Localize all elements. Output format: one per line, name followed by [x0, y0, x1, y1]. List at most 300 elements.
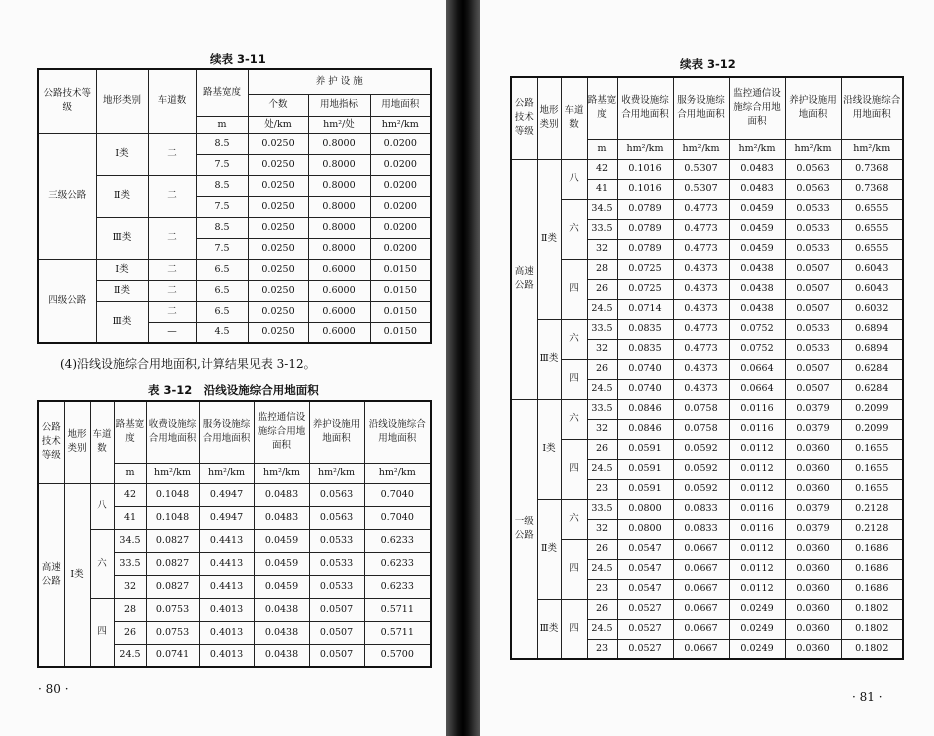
table-cell: 0.0116: [729, 399, 785, 419]
table-cell: 32: [587, 339, 617, 359]
header-width: 路基宽度: [196, 69, 248, 116]
table-cell: 0.8000: [308, 196, 370, 217]
table-cell: 0.0667: [673, 579, 729, 599]
unit-cell: hm²/km: [364, 463, 431, 483]
table-cell: 0.2128: [841, 499, 903, 519]
lanes-cell: 四: [561, 359, 587, 399]
table-cell: 6.5: [196, 280, 248, 301]
table-cell: 0.0507: [309, 598, 364, 621]
table-cell: 0.0753: [146, 621, 199, 644]
table-cell: 0.5307: [673, 179, 729, 199]
table-cell: 33.5: [587, 219, 617, 239]
table-cell: 0.0507: [785, 259, 841, 279]
table-cell: 0.4013: [199, 598, 254, 621]
table-cell: 0.0250: [248, 259, 308, 280]
header-monitor: 监控通信设施综合用地面积: [729, 77, 785, 139]
header-monitor: 监控通信设施综合用地面积: [254, 401, 309, 463]
table-cell: 32: [114, 575, 146, 598]
table-cell: 23: [587, 639, 617, 659]
table-cell: 0.0827: [146, 575, 199, 598]
table-3-11-caption: 续表 3-11: [210, 52, 266, 66]
lanes-cell: 二: [148, 280, 196, 301]
table-cell: 0.0459: [254, 529, 309, 552]
table-3-12: [37, 400, 432, 668]
table-cell: 7.5: [196, 196, 248, 217]
table-cell: 0.4413: [199, 575, 254, 598]
header-lanes: 车道数: [90, 401, 114, 483]
lanes-cell: 四: [561, 599, 587, 659]
table-cell: 0.0250: [248, 217, 308, 238]
table-cell: 24.5: [587, 379, 617, 399]
table-cell: 0.0150: [370, 322, 431, 343]
table-cell: 0.0360: [785, 639, 841, 659]
table-cell: 32: [587, 239, 617, 259]
table-cell: 23: [587, 579, 617, 599]
table-cell: 33.5: [587, 499, 617, 519]
grade-cell: 高速公路: [38, 483, 64, 667]
table-cell: 0.0527: [617, 599, 673, 619]
header-width: 路基宽度: [114, 401, 146, 463]
table-cell: 8.5: [196, 133, 248, 154]
table-cell: 0.0379: [785, 419, 841, 439]
table-cell: 0.0527: [617, 639, 673, 659]
unit-cell: hm²/km: [146, 463, 199, 483]
table-cell: 0.0789: [617, 219, 673, 239]
table-cell: 0.4413: [199, 529, 254, 552]
table-cell: 0.6000: [308, 322, 370, 343]
header-total: 沿线设施综合用地面积: [841, 77, 903, 139]
table-cell: 0.0200: [370, 238, 431, 259]
terrain-cell: Ⅰ类: [96, 259, 148, 280]
table-cell: 0.0827: [146, 552, 199, 575]
header-total: 沿线设施综合用地面积: [364, 401, 431, 463]
table-cell: 0.0725: [617, 279, 673, 299]
table-cell: 0.0507: [785, 359, 841, 379]
table-3-12-caption: 表 3-12 沿线设施综合用地面积: [148, 383, 319, 397]
table-cell: 0.0200: [370, 133, 431, 154]
table-cell: 0.0249: [729, 619, 785, 639]
table-cell: 0.4947: [199, 483, 254, 506]
lanes-cell: 六: [561, 499, 587, 539]
table-cell: 0.4373: [673, 279, 729, 299]
page-number: · 80 ·: [38, 682, 69, 696]
table-cell: 0.0533: [785, 319, 841, 339]
table-cell: 0.0667: [673, 619, 729, 639]
table-cell: 7.5: [196, 154, 248, 175]
table-cell: 0.0591: [617, 479, 673, 499]
lanes-cell: 四: [90, 598, 114, 667]
table-cell: 0.0360: [785, 619, 841, 639]
table-cell: 0.5711: [364, 598, 431, 621]
table-cell: 0.0664: [729, 379, 785, 399]
table-cell: 0.0438: [729, 279, 785, 299]
table-cell: 0.0592: [673, 479, 729, 499]
right-page: [480, 0, 934, 736]
table-cell: 0.0827: [146, 529, 199, 552]
terrain-cell: Ⅲ类: [537, 599, 561, 659]
table-cell: 0.8000: [308, 154, 370, 175]
table-cell: 0.0563: [785, 159, 841, 179]
terrain-cell: Ⅰ类: [96, 133, 148, 175]
table-cell: 0.0741: [146, 644, 199, 667]
table-cell: 34.5: [114, 529, 146, 552]
table-cell: 4.5: [196, 322, 248, 343]
table-cell: 0.0533: [785, 339, 841, 359]
header-maint: 养护设施用地面积: [309, 401, 364, 463]
table-cell: 8.5: [196, 217, 248, 238]
header-maintenance: 养 护 设 施: [248, 69, 431, 94]
table-cell: 0.6555: [841, 219, 903, 239]
table-cell: 0.0249: [729, 639, 785, 659]
table-cell: 0.0483: [729, 159, 785, 179]
table-cell: 0.0459: [729, 239, 785, 259]
terrain-cell: Ⅰ类: [64, 483, 90, 667]
table-cell: 0.4947: [199, 506, 254, 529]
table-cell: 0.0547: [617, 579, 673, 599]
table-cell: 0.0507: [785, 299, 841, 319]
table-cell: 0.0360: [785, 539, 841, 559]
table-cell: 0.0563: [309, 506, 364, 529]
table-cell: 0.0758: [673, 419, 729, 439]
lanes-cell: 六: [561, 199, 587, 259]
table-cell: 0.2099: [841, 419, 903, 439]
table-cell: 0.0112: [729, 439, 785, 459]
header-grade: 公路技术等级: [38, 401, 64, 483]
table-cell: 0.6000: [308, 301, 370, 322]
page-number: · 81 ·: [852, 690, 883, 704]
table-cell: 0.0527: [617, 619, 673, 639]
table-cell: 0.8000: [308, 133, 370, 154]
table-cell: 0.4773: [673, 219, 729, 239]
header-grade: 公路技术等级: [38, 69, 96, 133]
table-cell: 0.0438: [254, 621, 309, 644]
table-cell: 32: [587, 519, 617, 539]
table-cell: 0.6043: [841, 259, 903, 279]
table-cell: 0.7368: [841, 159, 903, 179]
table-cell: 0.0835: [617, 339, 673, 359]
table-cell: 0.0200: [370, 217, 431, 238]
table-cell: 0.0725: [617, 259, 673, 279]
table-cell: 0.0483: [729, 179, 785, 199]
header-service: 服务设施综合用地面积: [673, 77, 729, 139]
table-cell: 32: [587, 419, 617, 439]
table-cell: 0.0789: [617, 199, 673, 219]
table-cell: 0.0800: [617, 519, 673, 539]
table-cell: 0.0533: [309, 529, 364, 552]
table-cell: 0.0591: [617, 439, 673, 459]
table-cell: 0.0800: [617, 499, 673, 519]
table-cell: 0.0250: [248, 133, 308, 154]
table-cell: 0.1686: [841, 539, 903, 559]
lanes-cell: —: [148, 322, 196, 343]
table-cell: 0.0563: [785, 179, 841, 199]
table-3-12-continued: [510, 76, 904, 660]
unit-width: m: [114, 463, 146, 483]
table-cell: 0.0547: [617, 539, 673, 559]
table-cell: 0.8000: [308, 175, 370, 196]
grade-cell: 三级公路: [38, 133, 96, 259]
table-cell: 0.0846: [617, 399, 673, 419]
table-cell: 0.0752: [729, 319, 785, 339]
terrain-cell: Ⅱ类: [96, 175, 148, 217]
left-page: [0, 0, 446, 736]
terrain-cell: Ⅰ类: [537, 399, 561, 499]
table-cell: 33.5: [587, 319, 617, 339]
table-cell: 33.5: [587, 399, 617, 419]
table-cell: 8.5: [196, 175, 248, 196]
table-cell: 0.4773: [673, 239, 729, 259]
table-cell: 0.0250: [248, 196, 308, 217]
table-cell: 0.0592: [673, 459, 729, 479]
table-cell: 0.0250: [248, 301, 308, 322]
unit-index: hm²/处: [308, 116, 370, 133]
table-cell: 26: [587, 599, 617, 619]
table-cell: 0.0835: [617, 319, 673, 339]
table-cell: 0.4373: [673, 359, 729, 379]
header-land-index: 用地指标: [308, 94, 370, 116]
table-cell: 0.0112: [729, 459, 785, 479]
table-cell: 0.0789: [617, 239, 673, 259]
table-cell: 0.1686: [841, 579, 903, 599]
unit-cell: hm²/km: [673, 139, 729, 159]
table-cell: 41: [587, 179, 617, 199]
table-cell: 0.0664: [729, 359, 785, 379]
lanes-cell: 六: [561, 399, 587, 439]
lanes-cell: 二: [148, 133, 196, 175]
table-cell: 0.0360: [785, 579, 841, 599]
lanes-cell: 六: [90, 529, 114, 598]
table-cell: 0.0116: [729, 519, 785, 539]
table-cell: 0.2099: [841, 399, 903, 419]
table-cell: 0.0547: [617, 559, 673, 579]
table-cell: 0.4773: [673, 339, 729, 359]
lanes-cell: 八: [90, 483, 114, 529]
lanes-cell: 二: [148, 175, 196, 217]
table-cell: 0.5700: [364, 644, 431, 667]
table-cell: 0.0250: [248, 154, 308, 175]
table-cell: 0.0667: [673, 559, 729, 579]
table-cell: 0.0533: [785, 219, 841, 239]
table-cell: 0.1016: [617, 159, 673, 179]
header-grade: 公路技术等级: [511, 77, 537, 159]
table-cell: 24.5: [587, 299, 617, 319]
table-cell: 0.0360: [785, 559, 841, 579]
table-cell: 33.5: [114, 552, 146, 575]
grade-cell: 高速公路: [511, 159, 537, 399]
unit-cell: hm²/km: [785, 139, 841, 159]
table-cell: 0.0507: [309, 644, 364, 667]
table-cell: 42: [114, 483, 146, 506]
lanes-cell: 八: [561, 159, 587, 199]
terrain-cell: Ⅲ类: [96, 217, 148, 259]
unit-count: 处/km: [248, 116, 308, 133]
table-cell: 0.0360: [785, 439, 841, 459]
header-toll: 收费设施综合用地面积: [146, 401, 199, 463]
lanes-cell: 四: [561, 439, 587, 499]
table-cell: 0.0360: [785, 479, 841, 499]
table-cell: 0.4413: [199, 552, 254, 575]
table-cell: 0.0379: [785, 399, 841, 419]
unit-width: m: [587, 139, 617, 159]
table-cell: 0.0846: [617, 419, 673, 439]
table-cell: 0.0533: [785, 239, 841, 259]
grade-cell: 四级公路: [38, 259, 96, 343]
table-cell: 0.4013: [199, 621, 254, 644]
lanes-cell: 六: [561, 319, 587, 359]
table-cell: 24.5: [587, 619, 617, 639]
table-cell: 0.0591: [617, 459, 673, 479]
table-cell: 0.0459: [729, 199, 785, 219]
header-terrain: 地形类别: [96, 69, 148, 133]
lanes-cell: 二: [148, 259, 196, 280]
table-cell: 0.0200: [370, 175, 431, 196]
table-3-11: [37, 68, 432, 344]
table-cell: 0.0833: [673, 499, 729, 519]
table-cell: 0.6233: [364, 529, 431, 552]
table-cell: 0.0667: [673, 539, 729, 559]
table-cell: 28: [114, 598, 146, 621]
table-cell: 0.6284: [841, 379, 903, 399]
table-cell: 0.6894: [841, 319, 903, 339]
table-cell: 0.0714: [617, 299, 673, 319]
table-cell: 24.5: [587, 459, 617, 479]
table-cell: 0.0150: [370, 259, 431, 280]
terrain-cell: Ⅲ类: [537, 319, 561, 399]
table-cell: 0.6233: [364, 552, 431, 575]
table-cell: 0.8000: [308, 238, 370, 259]
lanes-cell: 四: [561, 259, 587, 319]
header-lanes: 车道数: [148, 69, 196, 133]
table-cell: 0.1655: [841, 459, 903, 479]
table-cell: 0.0758: [673, 399, 729, 419]
table-cell: 28: [587, 259, 617, 279]
table-cell: 26: [587, 359, 617, 379]
table-cell: 0.1048: [146, 506, 199, 529]
table-cell: 0.1048: [146, 483, 199, 506]
table-cell: 0.0200: [370, 154, 431, 175]
table-cell: 0.0459: [729, 219, 785, 239]
table-cell: 0.0112: [729, 539, 785, 559]
table-cell: 0.1802: [841, 639, 903, 659]
table-cell: 0.0667: [673, 639, 729, 659]
table-cell: 0.0360: [785, 599, 841, 619]
table-cell: 0.1802: [841, 619, 903, 639]
table-cell: 0.0483: [254, 483, 309, 506]
header-width: 路基宽度: [587, 77, 617, 139]
terrain-cell: Ⅱ类: [537, 499, 561, 599]
lanes-cell: 二: [148, 301, 196, 322]
table-cell: 0.0740: [617, 359, 673, 379]
table-cell: 0.0112: [729, 559, 785, 579]
table-cell: 24.5: [587, 559, 617, 579]
table-cell: 0.4773: [673, 199, 729, 219]
table-cell: 0.0250: [248, 238, 308, 259]
table-cell: 34.5: [587, 199, 617, 219]
header-service: 服务设施综合用地面积: [199, 401, 254, 463]
table-cell: 0.0116: [729, 499, 785, 519]
table-cell: 0.0250: [248, 175, 308, 196]
table-cell: 0.0752: [729, 339, 785, 359]
table-cell: 0.0533: [309, 575, 364, 598]
table-cell: 0.0438: [729, 299, 785, 319]
unit-cell: hm²/km: [617, 139, 673, 159]
table-cell: 0.6555: [841, 199, 903, 219]
table-cell: 0.0483: [254, 506, 309, 529]
table-cell: 0.1655: [841, 439, 903, 459]
table-cell: 0.5307: [673, 159, 729, 179]
table-cell: 0.5711: [364, 621, 431, 644]
table-cell: 26: [587, 439, 617, 459]
table-cell: 0.1802: [841, 599, 903, 619]
table-cell: 0.4773: [673, 319, 729, 339]
table-cell: 0.8000: [308, 217, 370, 238]
table-cell: 26: [114, 621, 146, 644]
header-terrain: 地形类别: [64, 401, 90, 483]
table-cell: 0.4373: [673, 379, 729, 399]
table-cell: 0.0563: [309, 483, 364, 506]
table-cell: 0.6000: [308, 280, 370, 301]
table-cell: 0.6032: [841, 299, 903, 319]
table-cell: 0.0249: [729, 599, 785, 619]
table-cell: 0.0360: [785, 459, 841, 479]
table-cell: 0.0438: [729, 259, 785, 279]
header-count: 个数: [248, 94, 308, 116]
table-cell: 0.0459: [254, 552, 309, 575]
table-cell: 0.0833: [673, 519, 729, 539]
unit-cell: hm²/km: [309, 463, 364, 483]
lanes-cell: 四: [561, 539, 587, 599]
table-cell: 26: [587, 279, 617, 299]
table-cell: 0.6043: [841, 279, 903, 299]
table-cell: 0.4013: [199, 644, 254, 667]
table-cell: 0.6233: [364, 575, 431, 598]
unit-cell: hm²/km: [199, 463, 254, 483]
table-cell: 0.0533: [785, 199, 841, 219]
table-cell: 0.0438: [254, 598, 309, 621]
table-cell: 24.5: [114, 644, 146, 667]
terrain-cell: Ⅱ类: [96, 280, 148, 301]
body-paragraph: (4)沿线设施综合用地面积,计算结果见表 3-12。: [60, 357, 316, 371]
table-cell: 0.2128: [841, 519, 903, 539]
table-cell: 0.0116: [729, 419, 785, 439]
terrain-cell: Ⅱ类: [537, 159, 561, 319]
table-cell: 41: [114, 506, 146, 529]
table-cell: 0.1016: [617, 179, 673, 199]
header-lanes: 车道数: [561, 77, 587, 159]
table-cell: 0.0438: [254, 644, 309, 667]
table-cell: 0.0459: [254, 575, 309, 598]
table-cell: 0.0250: [248, 280, 308, 301]
header-toll: 收费设施综合用地面积: [617, 77, 673, 139]
header-maint: 养护设施用地面积: [785, 77, 841, 139]
table-cell: 0.0250: [248, 322, 308, 343]
table-cell: 0.0667: [673, 599, 729, 619]
table-cell: 0.0150: [370, 301, 431, 322]
table-cell: 0.4373: [673, 299, 729, 319]
table-cell: 0.6894: [841, 339, 903, 359]
unit-cell: hm²/km: [729, 139, 785, 159]
book-gutter: [446, 0, 480, 736]
table-cell: 0.6000: [308, 259, 370, 280]
table-cell: 0.7040: [364, 483, 431, 506]
table-cell: 0.6284: [841, 359, 903, 379]
table-cell: 0.6555: [841, 239, 903, 259]
unit-area: hm²/km: [370, 116, 431, 133]
table-cell: 42: [587, 159, 617, 179]
table-cell: 0.0507: [785, 379, 841, 399]
table-cell: 0.7368: [841, 179, 903, 199]
table-cell: 0.0200: [370, 196, 431, 217]
